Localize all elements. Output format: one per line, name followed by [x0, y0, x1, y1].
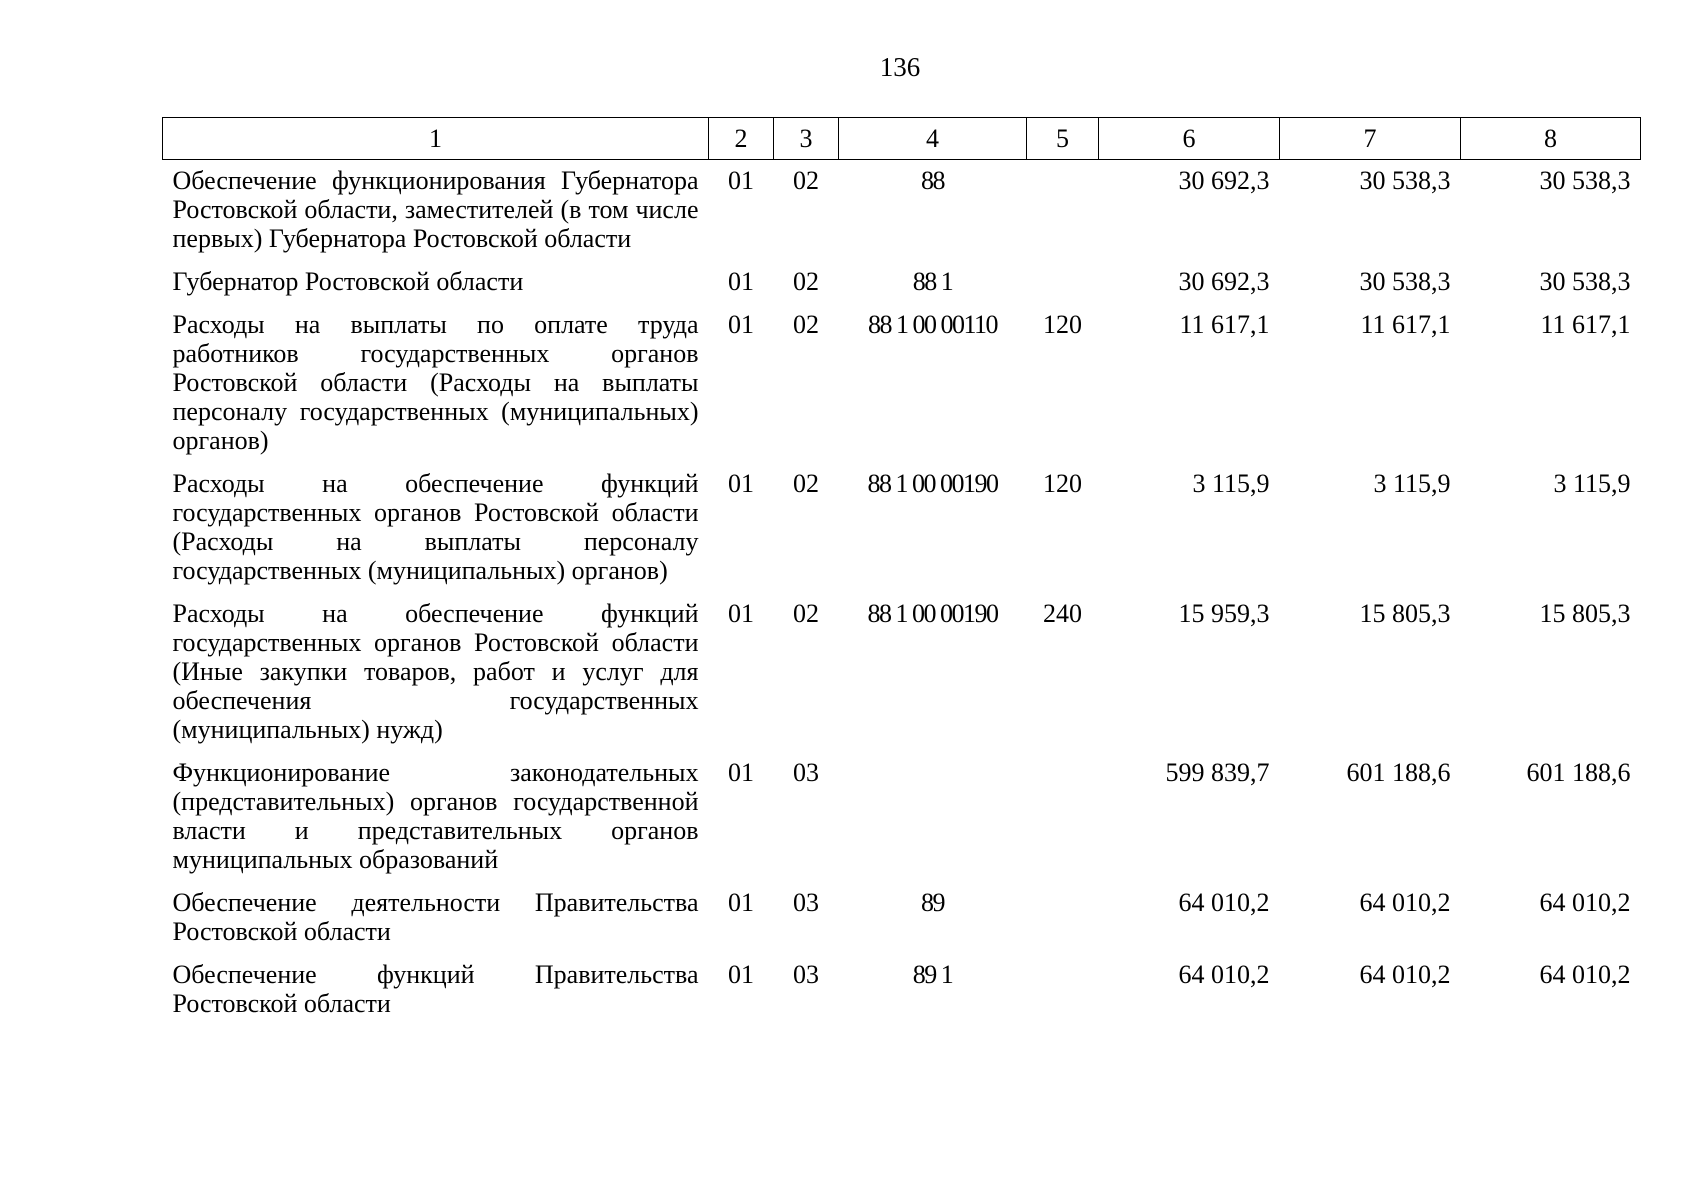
amount-cell-7: 30 538,3	[1359, 267, 1451, 296]
expense-type-cell	[1027, 954, 1099, 1026]
section-code-cell: 01	[728, 267, 754, 296]
column-header-1: 1	[163, 118, 709, 160]
amount-cell-7: 11 617,1	[1360, 310, 1451, 339]
row-name-cell: Функционирование законодательных (представительных) органов государственной власти и представительных органов муниципальных образований	[172, 758, 699, 874]
amount-cell-7: 15 805,3	[1359, 599, 1451, 628]
table-row	[163, 882, 1641, 954]
target-article-cell: 88 1	[912, 267, 953, 296]
subsection-code-cell: 02	[793, 469, 819, 498]
amount-cell-7: 30 538,3	[1359, 166, 1451, 195]
row-name-cell: Обеспечение деятельности Правительства Ростовской области	[172, 888, 699, 946]
amount-cell-8: 15 805,3	[1539, 599, 1631, 628]
subsection-code-cell: 02	[793, 310, 819, 339]
amount-cell-8: 64 010,2	[1539, 960, 1631, 989]
amount-cell-6: 30 692,3	[1178, 166, 1270, 195]
subsection-code-cell: 03	[793, 960, 819, 989]
section-code-cell: 01	[728, 166, 754, 195]
target-article-cell: 88 1 00 00190	[867, 469, 998, 498]
expense-type-cell: 120	[1043, 469, 1082, 498]
target-article-cell	[839, 752, 1027, 882]
target-article-cell: 88 1 00 00190	[867, 599, 998, 628]
table-row	[163, 954, 1641, 1026]
amount-cell-7: 3 115,9	[1373, 469, 1451, 498]
row-name-cell: Губернатор Ростовской области	[172, 267, 524, 296]
row-name-cell: Обеспечение функций Правительства Ростовской области	[172, 960, 699, 1018]
amount-cell-8: 3 115,9	[1553, 469, 1631, 498]
amount-cell-8: 30 538,3	[1539, 166, 1631, 195]
subsection-code-cell: 03	[793, 888, 819, 917]
amount-cell-6: 11 617,1	[1179, 310, 1270, 339]
target-article-cell: 89 1	[912, 960, 953, 989]
amount-cell-6: 64 010,2	[1178, 888, 1270, 917]
amount-cell-7: 601 188,6	[1346, 758, 1451, 787]
table-row	[163, 261, 1641, 304]
amount-cell-8: 11 617,1	[1540, 310, 1631, 339]
column-header-2: 2	[709, 118, 774, 160]
amount-cell-6: 3 115,9	[1192, 469, 1270, 498]
section-code-cell: 01	[728, 310, 754, 339]
header-row	[163, 118, 1641, 160]
subsection-code-cell: 02	[793, 267, 819, 296]
column-header-7: 7	[1280, 118, 1461, 160]
subsection-code-cell: 02	[793, 166, 819, 195]
column-header-4: 4	[839, 118, 1027, 160]
budget-table	[162, 117, 1641, 1026]
column-header-6: 6	[1099, 118, 1280, 160]
target-article-cell: 88 1 00 00110	[867, 310, 998, 339]
amount-cell-7: 64 010,2	[1359, 888, 1451, 917]
section-code-cell: 01	[728, 599, 754, 628]
page-number: 136	[879, 52, 921, 82]
amount-cell-8: 601 188,6	[1526, 758, 1631, 787]
amount-cell-6: 599 839,7	[1165, 758, 1270, 787]
amount-cell-8: 30 538,3	[1539, 267, 1631, 296]
expense-type-cell	[1027, 261, 1099, 304]
column-header-3: 3	[774, 118, 839, 160]
amount-cell-8: 64 010,2	[1539, 888, 1631, 917]
table-row	[163, 304, 1641, 463]
expense-type-cell	[1027, 752, 1099, 882]
subsection-code-cell: 02	[793, 599, 819, 628]
expense-type-cell: 240	[1043, 599, 1082, 628]
row-name-cell: Расходы на обеспечение функций государственных органов Ростовской области (Иные закупки товаров, работ и услуг для обеспечения государственных (муниципальных) нужд)	[172, 599, 699, 744]
section-code-cell: 01	[728, 960, 754, 989]
column-header-5: 5	[1027, 118, 1099, 160]
expense-type-cell	[1027, 160, 1099, 262]
expense-type-cell: 120	[1043, 310, 1082, 339]
subsection-code-cell: 03	[793, 758, 819, 787]
table-header	[163, 118, 1641, 160]
section-code-cell: 01	[728, 469, 754, 498]
table-row	[163, 593, 1641, 752]
section-code-cell: 01	[728, 758, 754, 787]
amount-cell-6: 64 010,2	[1178, 960, 1270, 989]
amount-cell-7: 64 010,2	[1359, 960, 1451, 989]
row-name-cell: Расходы на обеспечение функций государственных органов Ростовской области (Расходы на выплаты персоналу государственных (муниципальных) органов)	[172, 469, 699, 585]
table-body	[163, 160, 1641, 1027]
row-name-cell: Расходы на выплаты по оплате труда работников государственных органов Ростовской области (Расходы на выплаты персоналу государственных (муниципальных) органов)	[172, 310, 699, 455]
target-article-cell: 89	[921, 888, 944, 917]
section-code-cell: 01	[728, 888, 754, 917]
table-row	[163, 160, 1641, 262]
table-row	[163, 752, 1641, 882]
target-article-cell: 88	[921, 166, 944, 195]
amount-cell-6: 30 692,3	[1178, 267, 1270, 296]
row-name-cell: Обеспечение функционирования Губернатора Ростовской области, заместителей (в том числе первых) Губернатора Ростовской области	[172, 166, 699, 253]
amount-cell-6: 15 959,3	[1178, 599, 1270, 628]
expense-type-cell	[1027, 882, 1099, 954]
table-row	[163, 463, 1641, 593]
column-header-8: 8	[1461, 118, 1641, 160]
